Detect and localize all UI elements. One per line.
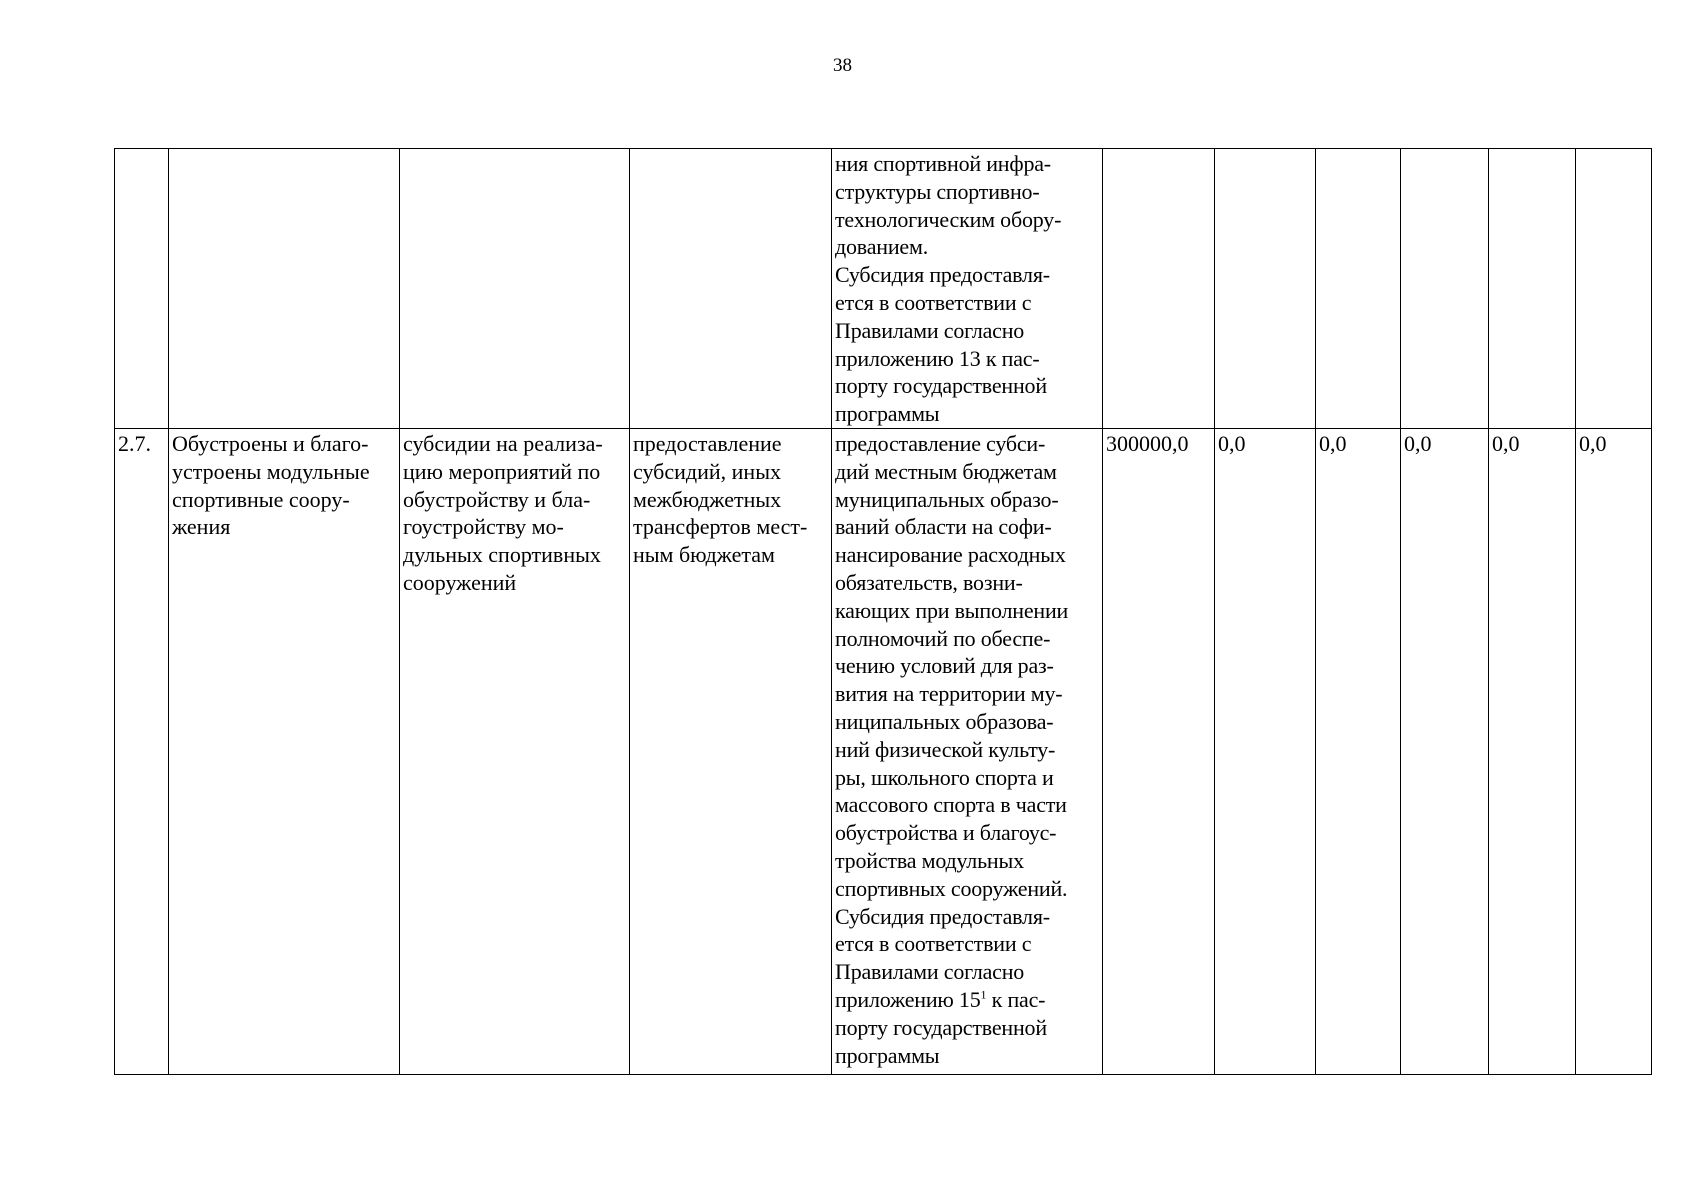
cell-value-total [1103,149,1215,429]
text-line: спортивные соору- [172,486,350,512]
text-line: спортивных сооружений. [835,875,1068,901]
text-line: технологическим обору- [835,206,1062,232]
table-row-2-7 [115,428,1652,1074]
page-number: 38 [833,55,852,76]
text-line: дий местным бюджетам [835,458,1057,484]
cell-measure [400,428,630,1074]
text-line: обустройству и бла- [403,486,591,512]
program-table [114,148,1652,1075]
cell-task [169,428,400,1074]
cell-value: 0,0 [1489,428,1576,1074]
cell-task [169,149,400,429]
cell-value: 0,0 [1215,428,1316,1074]
cell-value-total: 300000,0 [1103,428,1215,1074]
cell-value [1489,149,1576,429]
text-line: программы [835,1042,940,1068]
cell-value: 0,0 [1576,428,1652,1074]
text-line: ется в соответствии с [835,931,1032,957]
cell-value [1576,149,1652,429]
text-line: сооружений [403,569,517,595]
text-line: обустройства и благоус- [835,820,1057,846]
text-line: структуры спортивно- [835,178,1040,204]
cell-value [1401,149,1489,429]
cell-type [630,149,832,429]
text-line: ниципальных образова- [835,708,1054,734]
text-line: массового спорта в части [835,792,1067,818]
text-line: жения [172,514,231,540]
cell-num [115,149,169,429]
text-line: приложению 13 к пас- [835,345,1040,371]
text-fragment: к пас- [986,986,1046,1012]
text-line: порту государственной [835,1014,1047,1040]
cell-value: 0,0 [1401,428,1489,1074]
text-line: ры, школьного спорта и [835,764,1054,790]
text-line: ваний области на софи- [835,514,1052,540]
text-line: муниципальных образо- [835,486,1059,512]
text-line: Субсидия предоставля- [835,262,1050,288]
cell-description [832,149,1103,429]
text-line: устроены модульные [172,458,370,484]
text-line: программы [835,401,940,427]
cell-type [630,428,832,1074]
text-line: предоставление субси- [835,430,1046,456]
cell-measure [400,149,630,429]
text-line: ным бюджетам [633,542,775,568]
text-line: Обустроены и благо- [172,430,369,456]
text-line: полномочий по обеспе- [835,625,1051,651]
text-line: ния спортивной инфра- [835,151,1051,176]
superscript: 1 [980,987,987,1002]
text-line-with-superscript [835,986,1099,1014]
cell-description [832,428,1103,1074]
text-line: вития на территории му- [835,681,1063,707]
text-line: чению условий для раз- [835,653,1054,679]
text-line: субсидии на реализа- [403,430,603,456]
cell-value: 0,0 [1316,428,1401,1074]
cell-num: 2.7. [115,428,169,1074]
text-line: порту государственной [835,373,1047,399]
text-line: нансирование расходных [835,542,1066,568]
table-row-continuation [115,149,1652,429]
text-line: Правилами согласно [835,959,1025,985]
text-line: межбюджетных [633,486,782,512]
text-line: дульных спортивных [403,542,601,568]
text-fragment: приложению 15 [835,986,981,1012]
text-line: субсидий, иных [633,458,781,484]
cell-value [1316,149,1401,429]
text-line: тройства модульных [835,847,1024,873]
text-line: ется в соответствии с [835,289,1032,315]
text-line: Правилами согласно [835,317,1025,343]
cell-value [1215,149,1316,429]
text-line: гоустройству мо- [403,514,564,540]
text-line: предоставление [633,430,782,456]
text-line: Субсидия предоставля- [835,903,1050,929]
text-line: дованием. [835,234,928,260]
text-line: обязательств, возни- [835,569,1023,595]
text-line: кающих при выполнении [835,597,1069,623]
text-line: ний физической культу- [835,736,1056,762]
text-line: трансфертов мест- [633,514,808,540]
text-line: цию мероприятий по [403,458,601,484]
